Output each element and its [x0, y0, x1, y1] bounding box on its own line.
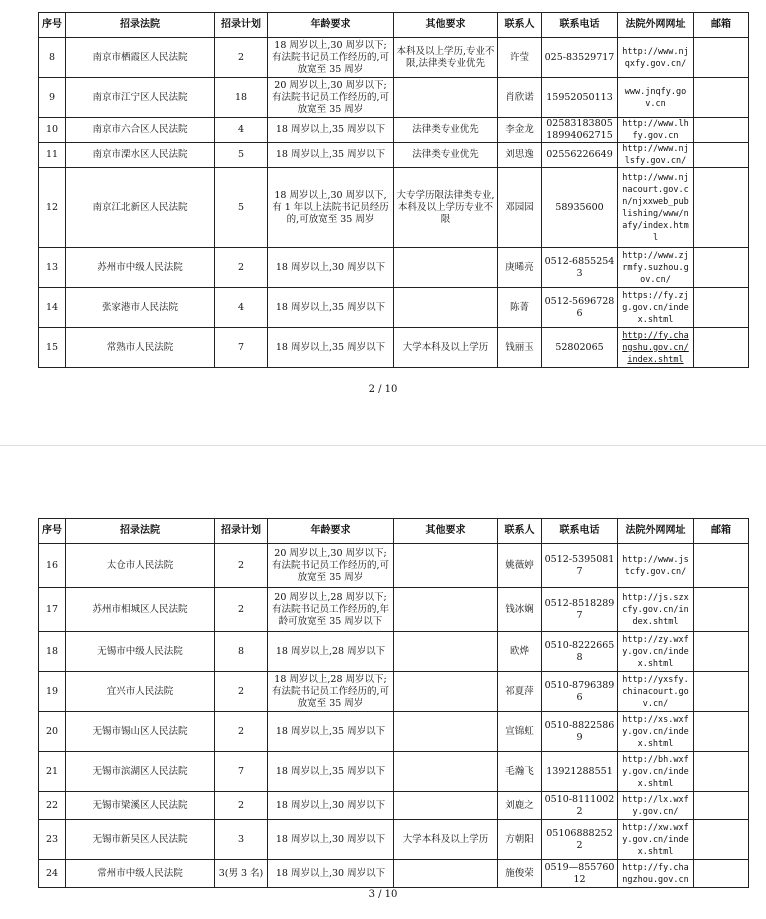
- cell-email: [694, 860, 749, 888]
- cell-contact: 刘鹿之: [498, 792, 542, 820]
- cell-age: 18 周岁以上,28 周岁以下: [268, 632, 394, 672]
- cell-plan: 4: [215, 288, 268, 328]
- table-row: [39, 288, 749, 328]
- header-other: 其他要求: [394, 13, 498, 38]
- cell-no: 15: [39, 328, 66, 368]
- header-url: 法院外网网址: [618, 13, 694, 38]
- link-court-website[interactable]: http://bh.wxfy.gov.cn/index.shtml: [618, 752, 694, 792]
- cell-no: 14: [39, 288, 66, 328]
- header-no: 序号: [39, 13, 66, 38]
- link-court-website[interactable]: http://www.njqxfy.gov.cn/: [618, 38, 694, 78]
- table-row: [39, 792, 749, 820]
- cell-email: [694, 248, 749, 288]
- link-court-website[interactable]: http://www.jstcfy.gov.cn/: [618, 544, 694, 588]
- cell-court: 南京市六合区人民法院: [66, 118, 215, 143]
- cell-court: 苏州市相城区人民法院: [66, 588, 215, 632]
- link-court-website[interactable]: www.jnqfy.gov.cn: [618, 78, 694, 118]
- table-row: [39, 328, 749, 368]
- link-court-website[interactable]: http://fy.changzhou.gov.cn: [618, 860, 694, 888]
- cell-other: [394, 792, 498, 820]
- cell-no: 10: [39, 118, 66, 143]
- cell-contact: 姚薇婷: [498, 544, 542, 588]
- table-row: [39, 712, 749, 752]
- cell-court: 苏州市中级人民法院: [66, 248, 215, 288]
- cell-age: 18 周岁以上,30 周岁以下: [268, 792, 394, 820]
- cell-contact: 刘思逸: [498, 143, 542, 168]
- cell-plan: 2: [215, 544, 268, 588]
- link-court-website[interactable]: http://yxsfy.chinacourt.gov.cn/: [618, 672, 694, 712]
- link-court-website[interactable]: http://xw.wxfy.gov.cn/index.shtml: [618, 820, 694, 860]
- link-court-website[interactable]: http://www.lhfy.gov.cn: [618, 118, 694, 143]
- cell-plan: 5: [215, 168, 268, 248]
- header-phone: 联系电话: [542, 519, 618, 544]
- table-row: [39, 143, 749, 168]
- cell-plan: 2: [215, 672, 268, 712]
- cell-phone: 02556226649: [542, 143, 618, 168]
- cell-no: 21: [39, 752, 66, 792]
- cell-age: 18 周岁以上,35 周岁以下: [268, 752, 394, 792]
- header-court: 招录法院: [66, 13, 215, 38]
- cell-court: 南京市江宁区人民法院: [66, 78, 215, 118]
- header-court: 招录法院: [66, 519, 215, 544]
- cell-plan: 18: [215, 78, 268, 118]
- cell-age: 18 周岁以上,35 周岁以下: [268, 328, 394, 368]
- table-row: [39, 248, 749, 288]
- cell-email: [694, 38, 749, 78]
- page-number: 3 / 10: [368, 889, 398, 900]
- cell-email: [694, 168, 749, 248]
- cell-court: 常州市中级人民法院: [66, 860, 215, 888]
- cell-phone: 0519—85576012: [542, 860, 618, 888]
- cell-plan: 2: [215, 712, 268, 752]
- cell-contact: 钱丽玉: [498, 328, 542, 368]
- cell-other: [394, 248, 498, 288]
- cell-other: [394, 860, 498, 888]
- table-row: [39, 588, 749, 632]
- cell-email: [694, 632, 749, 672]
- cell-no: 17: [39, 588, 66, 632]
- cell-contact: 许莹: [498, 38, 542, 78]
- cell-email: [694, 672, 749, 712]
- cell-email: [694, 820, 749, 860]
- cell-contact: 毛瀚飞: [498, 752, 542, 792]
- cell-age: 20 周岁以上,30 周岁以下;有法院书记员工作经历的,可放宽至 35 周岁: [268, 78, 394, 118]
- cell-phone: 0512-85182897: [542, 588, 618, 632]
- cell-age: 18 周岁以上,30 周岁以下: [268, 820, 394, 860]
- cell-no: 22: [39, 792, 66, 820]
- cell-phone: 0510-87963896: [542, 672, 618, 712]
- cell-no: 16: [39, 544, 66, 588]
- cell-no: 18: [39, 632, 66, 672]
- header-phone: 联系电话: [542, 13, 618, 38]
- cell-plan: 2: [215, 248, 268, 288]
- cell-other: 本科及以上学历,专业不限,法律类专业优先: [394, 38, 498, 78]
- cell-email: [694, 288, 749, 328]
- cell-plan: 5: [215, 143, 268, 168]
- cell-other: [394, 544, 498, 588]
- link-court-website[interactable]: http://xs.wxfy.gov.cn/index.shtml: [618, 712, 694, 752]
- cell-email: [694, 143, 749, 168]
- cell-plan: 7: [215, 328, 268, 368]
- table-row: [39, 860, 749, 888]
- cell-phone: 0512-53950817: [542, 544, 618, 588]
- cell-contact: 祁夏萍: [498, 672, 542, 712]
- cell-court: 南京市栖霞区人民法院: [66, 38, 215, 78]
- cell-other: [394, 672, 498, 712]
- cell-phone: 13921288551: [542, 752, 618, 792]
- cell-phone: 0510-88225869: [542, 712, 618, 752]
- cell-phone: 15952050113: [542, 78, 618, 118]
- cell-no: 12: [39, 168, 66, 248]
- table-row: [39, 118, 749, 143]
- cell-other: [394, 632, 498, 672]
- cell-other: 大学本科及以上学历: [394, 328, 498, 368]
- cell-contact: 钱冰娴: [498, 588, 542, 632]
- table-row: [39, 78, 749, 118]
- header-contact: 联系人: [498, 13, 542, 38]
- cell-phone: 52802065: [542, 328, 618, 368]
- cell-other: [394, 752, 498, 792]
- link-court-website[interactable]: http://zy.wxfy.gov.cn/index.shtml: [618, 632, 694, 672]
- cell-age: 18 周岁以上,30 周岁以下,有 1 年以上法院书记员经历的,可放宽至 35 周岁: [268, 168, 394, 248]
- link-court-website[interactable]: http://www.zjrmfy.suzhou.gov.cn/: [618, 248, 694, 288]
- cell-court: 南京江北新区人民法院: [66, 168, 215, 248]
- cell-age: 18 周岁以上,35 周岁以下: [268, 143, 394, 168]
- page-number: 2 / 10: [368, 384, 398, 395]
- cell-other: 法律类专业优先: [394, 143, 498, 168]
- header-plan: 招录计划: [215, 13, 268, 38]
- cell-email: [694, 78, 749, 118]
- cell-plan: 7: [215, 752, 268, 792]
- table-row: [39, 38, 749, 78]
- header-email: 邮箱: [694, 519, 749, 544]
- header-age: 年龄要求: [268, 519, 394, 544]
- cell-other: [394, 288, 498, 328]
- cell-age: 20 周岁以上,28 周岁以下;有法院书记员工作经历的,年龄可放宽至 35 周岁以下: [268, 588, 394, 632]
- court-table-page-3: [38, 518, 749, 888]
- header-age: 年龄要求: [268, 13, 394, 38]
- cell-court: 宜兴市人民法院: [66, 672, 215, 712]
- cell-court: 无锡市中级人民法院: [66, 632, 215, 672]
- cell-contact: 方朝阳: [498, 820, 542, 860]
- cell-other: 大学本科及以上学历: [394, 820, 498, 860]
- cell-other: [394, 712, 498, 752]
- cell-phone: 02583183805 18994062715: [542, 118, 618, 143]
- cell-phone: 0510-82226658: [542, 632, 618, 672]
- cell-email: [694, 328, 749, 368]
- cell-contact: 肖欣诺: [498, 78, 542, 118]
- header-url: 法院外网网址: [618, 519, 694, 544]
- link-court-website[interactable]: http://fy.changshu.gov.cn/index.shtml: [618, 328, 694, 368]
- table-header-row: [39, 519, 749, 544]
- cell-no: 11: [39, 143, 66, 168]
- table-row: [39, 672, 749, 712]
- cell-no: 23: [39, 820, 66, 860]
- page-separator: [0, 445, 766, 446]
- cell-email: [694, 712, 749, 752]
- cell-age: 18 周岁以上,28 周岁以下;有法院书记员工作经历的,可放宽至 35 周岁: [268, 672, 394, 712]
- header-email: 邮箱: [694, 13, 749, 38]
- table-row: [39, 168, 749, 248]
- cell-other: 大专学历限法律类专业,本科及以上学历专业不限: [394, 168, 498, 248]
- cell-phone: 025-83529717: [542, 38, 618, 78]
- table-header-row: [39, 13, 749, 38]
- cell-no: 8: [39, 38, 66, 78]
- cell-no: 9: [39, 78, 66, 118]
- cell-court: 太仓市人民法院: [66, 544, 215, 588]
- header-no: 序号: [39, 519, 66, 544]
- cell-no: 24: [39, 860, 66, 888]
- link-court-website[interactable]: https://fy.zjg.gov.cn/index.shtml: [618, 288, 694, 328]
- cell-email: [694, 118, 749, 143]
- header-other: 其他要求: [394, 519, 498, 544]
- cell-contact: 宣锦虹: [498, 712, 542, 752]
- link-court-website[interactable]: http://lx.wxfy.gov.cn/: [618, 792, 694, 820]
- cell-contact: 欧烨: [498, 632, 542, 672]
- cell-no: 13: [39, 248, 66, 288]
- cell-email: [694, 792, 749, 820]
- table-row: [39, 752, 749, 792]
- cell-plan: 3: [215, 820, 268, 860]
- cell-court: 无锡市滨湖区人民法院: [66, 752, 215, 792]
- cell-contact: 陈菁: [498, 288, 542, 328]
- cell-court: 无锡市锡山区人民法院: [66, 712, 215, 752]
- table-row: [39, 632, 749, 672]
- cell-age: 18 周岁以上,30 周岁以下: [268, 860, 394, 888]
- cell-contact: 施俊荣: [498, 860, 542, 888]
- cell-phone: 0512-68552543: [542, 248, 618, 288]
- cell-age: 18 周岁以上,35 周岁以下: [268, 288, 394, 328]
- cell-age: 18 周岁以上,30 周岁以下: [268, 248, 394, 288]
- cell-age: 18 周岁以上,30 周岁以下;有法院书记员工作经历的,可放宽至 35 周岁: [268, 38, 394, 78]
- cell-plan: 2: [215, 792, 268, 820]
- cell-plan: 8: [215, 632, 268, 672]
- cell-plan: 2: [215, 38, 268, 78]
- cell-court: 无锡市新吴区人民法院: [66, 820, 215, 860]
- cell-email: [694, 544, 749, 588]
- cell-age: 18 周岁以上,35 周岁以下: [268, 118, 394, 143]
- cell-phone: 051068882522: [542, 820, 618, 860]
- cell-phone: 58935600: [542, 168, 618, 248]
- cell-other: [394, 78, 498, 118]
- cell-contact: 李金龙: [498, 118, 542, 143]
- cell-email: [694, 752, 749, 792]
- cell-court: 常熟市人民法院: [66, 328, 215, 368]
- cell-contact: 庚晞亮: [498, 248, 542, 288]
- header-contact: 联系人: [498, 519, 542, 544]
- cell-court: 张家港市人民法院: [66, 288, 215, 328]
- cell-other: [394, 588, 498, 632]
- cell-no: 20: [39, 712, 66, 752]
- cell-court: 无锡市梁溪区人民法院: [66, 792, 215, 820]
- table-row: [39, 820, 749, 860]
- cell-plan: 4: [215, 118, 268, 143]
- link-court-website[interactable]: http://www.njnacourt.gov.cn/njxxweb_publishing/www/nafy/index.html: [618, 168, 694, 248]
- cell-age: 18 周岁以上,35 周岁以下: [268, 712, 394, 752]
- table-row: [39, 544, 749, 588]
- link-court-website[interactable]: http://www.njlsfy.gov.cn/: [618, 143, 694, 168]
- cell-age: 20 周岁以上,30 周岁以下;有法院书记员工作经历的,可放宽至 35 周岁: [268, 544, 394, 588]
- cell-plan: 2: [215, 588, 268, 632]
- cell-other: 法律类专业优先: [394, 118, 498, 143]
- link-court-website[interactable]: http://js.szxcfy.gov.cn/index.shtml: [618, 588, 694, 632]
- cell-contact: 邓园园: [498, 168, 542, 248]
- cell-email: [694, 588, 749, 632]
- cell-plan: 3(男 3 名): [215, 860, 268, 888]
- cell-phone: 0510-81110022: [542, 792, 618, 820]
- header-plan: 招录计划: [215, 519, 268, 544]
- court-table-page-2: [38, 12, 749, 368]
- cell-phone: 0512-56967286: [542, 288, 618, 328]
- cell-court: 南京市溧水区人民法院: [66, 143, 215, 168]
- cell-no: 19: [39, 672, 66, 712]
